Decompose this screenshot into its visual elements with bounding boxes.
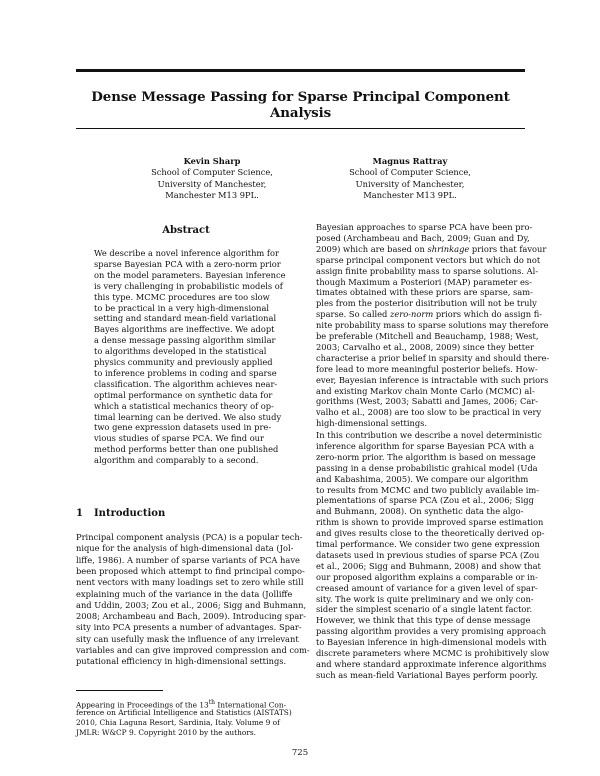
author-address: Manchester M13 9PL.: [165, 190, 259, 201]
text-line: Principal component analysis (PCA) is a popular tech-: [76, 532, 303, 542]
footnote-line: ference on Artificial Intelligence and Statistics (AISTATS): [76, 708, 292, 717]
text-line: a dense message passing algorithm similar: [94, 335, 276, 346]
text-line: this type. MCMC procedures are too slow: [94, 291, 270, 302]
author-dept: School of Computer Science,: [349, 167, 471, 178]
text-line: physics community and previously applied: [94, 357, 273, 367]
text-line: passing in a dense probabilistic grahical model (Uda: [316, 462, 538, 473]
section-title: Introduction: [94, 508, 166, 519]
text-line: and Kabashima, 2005). We compare our algorithm: [316, 473, 529, 484]
text-line: our proposed algorithm explains a comparable or in-: [316, 571, 538, 582]
text-line: However, we think that this type of dense message: [316, 615, 531, 626]
text-line: though Maximum a Posteriori (MAP) parameter es-: [316, 276, 532, 287]
text-line: inference algorithm for sparse Bayesian PCA with a: [316, 440, 535, 451]
text-line: 2003; Carvalho et al., 2008, 2009) since they better: [316, 341, 534, 352]
text-line: to algorithms developed in the statistical: [94, 346, 267, 357]
text-line: which a statistical mechanics theory of op-: [94, 400, 274, 411]
text-line: sity. The work is quite preliminary and we only con-: [316, 593, 534, 604]
text-line: zero-norm prior. The algorithm is based on message: [316, 451, 536, 462]
text-line: method performs better than one published: [94, 444, 279, 455]
text-line: passing algorithm provides a very promising approach: [316, 626, 547, 637]
text-line: to inference problems in coding and sparse: [94, 367, 277, 378]
footnote-line: 2010, Chia Laguna Resort, Sardinia, Italy. Volume 9 of: [76, 718, 280, 727]
text-line: to results from MCMC and two publicly available im-: [316, 484, 540, 495]
top-rule: [76, 69, 525, 72]
author-2: [310, 156, 510, 202]
text-line: plementations of sparse PCA (Zou et al., 2006; Sigg: [316, 495, 534, 506]
text-line: and Buhmann, 2008). On synthetic data the algo-: [316, 506, 524, 517]
footnote-line: Appearing in Proceedings of the 13th International Con-: [76, 699, 287, 710]
text-line: rithm is shown to provide improved sparse estimation: [316, 517, 544, 528]
text-line: nent vectors with many loadings set to zero while still: [76, 577, 304, 588]
text-line: on the model parameters. Bayesian inference: [94, 269, 286, 280]
text-line: valho et al., 2008) are too slow to be practical in very: [316, 407, 542, 418]
text-line: putational efficiency in high-dimensional settings.: [76, 656, 287, 667]
footnote-rule: [76, 690, 163, 691]
text-line: is very challenging in probabilistic models of: [94, 280, 283, 291]
text-line: timal learning can be derived. We also study: [94, 411, 282, 422]
text-line: variables and can give improved compression and com-: [76, 645, 310, 655]
title-rule: [76, 128, 525, 129]
footnote-line: JMLR: W&CP 9. Copyright 2010 by the authors.: [76, 728, 256, 737]
text-line: sparse. So called zero-norm priors which do assign fi-: [316, 309, 543, 320]
section-number: 1: [76, 508, 83, 519]
text-line: liffe, 1986). A number of sparse variants of PCA have: [76, 554, 300, 565]
text-line: been proposed which attempt to find principal compo-: [76, 565, 305, 576]
text-line: be preferable (Mitchell and Beauchamp, 1988; West,: [316, 331, 539, 341]
text-line: two gene expression datasets used in pre-: [94, 422, 272, 433]
page-number: 725: [291, 748, 309, 758]
text-line: We describe a novel inference algorithm for: [94, 248, 279, 258]
text-line: In this contribution we describe a novel deterministic: [316, 430, 542, 440]
author-name: Magnus Rattray: [372, 156, 448, 166]
text-line: creased amount of variance for a given level of spar-: [316, 582, 538, 593]
text-line: ples from the posterior disitribution will not be truly: [316, 298, 537, 309]
author-name: Kevin Sharp: [183, 156, 241, 166]
abstract-heading: Abstract: [162, 225, 210, 236]
text-line: 2008; Archambeau and Bach, 2009). Introducing spar-: [76, 611, 307, 622]
text-line: and gives results close to the theoretically derived op-: [316, 528, 545, 539]
text-line: to be practical in a very high-dimensional: [94, 302, 270, 313]
text-line: ever, Bayesian inference is intractable with such priors: [316, 374, 549, 385]
text-line: such as mean-field Variational Bayes perform poorly.: [316, 669, 538, 680]
text-line: setting and standard mean-field variational: [94, 313, 277, 324]
text-line: assign finite probability mass to sparse solutions. Al-: [316, 265, 539, 276]
text-line: sity into PCA presents a number of advantages. Spar-: [76, 622, 302, 633]
text-line: discrete parameters where MCMC is prohibitively slow: [316, 648, 550, 658]
text-line: gorithms (West, 2003; Sabatti and James, 2006; Car-: [316, 396, 539, 407]
text-line: et al., 2006; Sigg and Buhmann, 2008) and show that: [316, 560, 541, 571]
text-line: and where standard approximate inference algorithms: [316, 658, 547, 669]
text-line: Bayes algorithms are ineffective. We adopt: [94, 324, 275, 335]
text-line: classification. The algorithm achieves near-: [94, 378, 278, 389]
author-univ: University of Manchester,: [355, 178, 465, 189]
text-line: characterise a prior belief in sparsity and should there-: [316, 352, 550, 363]
text-line: nite probability mass to sparse solutions may therefore: [316, 320, 549, 331]
text-line: timal performance. We consider two gene expression: [316, 539, 540, 549]
text-line: and existing Markov chain Monte Carlo (MCMC) al-: [316, 385, 535, 396]
author-dept: School of Computer Science,: [151, 167, 273, 178]
text-line: sparse Bayesian PCA with a zero-norm prior: [94, 258, 281, 269]
text-line: high-dimensional settings.: [316, 418, 428, 429]
text-line: sparse principal component vectors but which do not: [316, 254, 541, 265]
author-1: [112, 156, 312, 202]
text-line: fore lead to more meaningful posterior beliefs. How-: [316, 363, 538, 374]
text-line: to Bayesian inference in high-dimensional models with: [316, 637, 547, 648]
text-line: algorithm and comparably to a second.: [94, 455, 259, 466]
text-line: datasets used in previous studies of sparse PCA (Zou: [316, 549, 540, 560]
text-line: vious studies of sparse PCA. We find our: [94, 433, 264, 444]
text-line: 2009) which are based on shrinkage priors that favour: [316, 243, 547, 254]
author-univ: University of Manchester,: [157, 178, 267, 189]
text-line: explaining much of the variance in the data (Jolliffe: [76, 588, 293, 599]
text-line: and Uddin, 2003; Zou et al., 2006; Sigg and Buhmann,: [76, 599, 307, 610]
text-line: optimal performance on synthetic data for: [94, 389, 273, 400]
author-address: Manchester M13 9PL.: [363, 190, 457, 201]
text-line: posed (Archambeau and Bach, 2009; Guan and Dy,: [316, 232, 530, 243]
section-heading: [76, 508, 165, 519]
text-line: Bayesian approaches to sparse PCA have been pro-: [316, 222, 533, 232]
paper-title: Dense Message Passing for Sparse Principal Component Analysis: [91, 89, 510, 121]
text-line: timates obtained with these priors are sparse, sam-: [316, 287, 533, 298]
text-line: sider the simplest scenario of a single latent factor.: [316, 604, 533, 615]
text-line: sity can usefully mask the influence of any irrelevant: [76, 633, 299, 644]
text-line: nique for the analysis of high-dimensional data (Jol-: [76, 543, 294, 554]
